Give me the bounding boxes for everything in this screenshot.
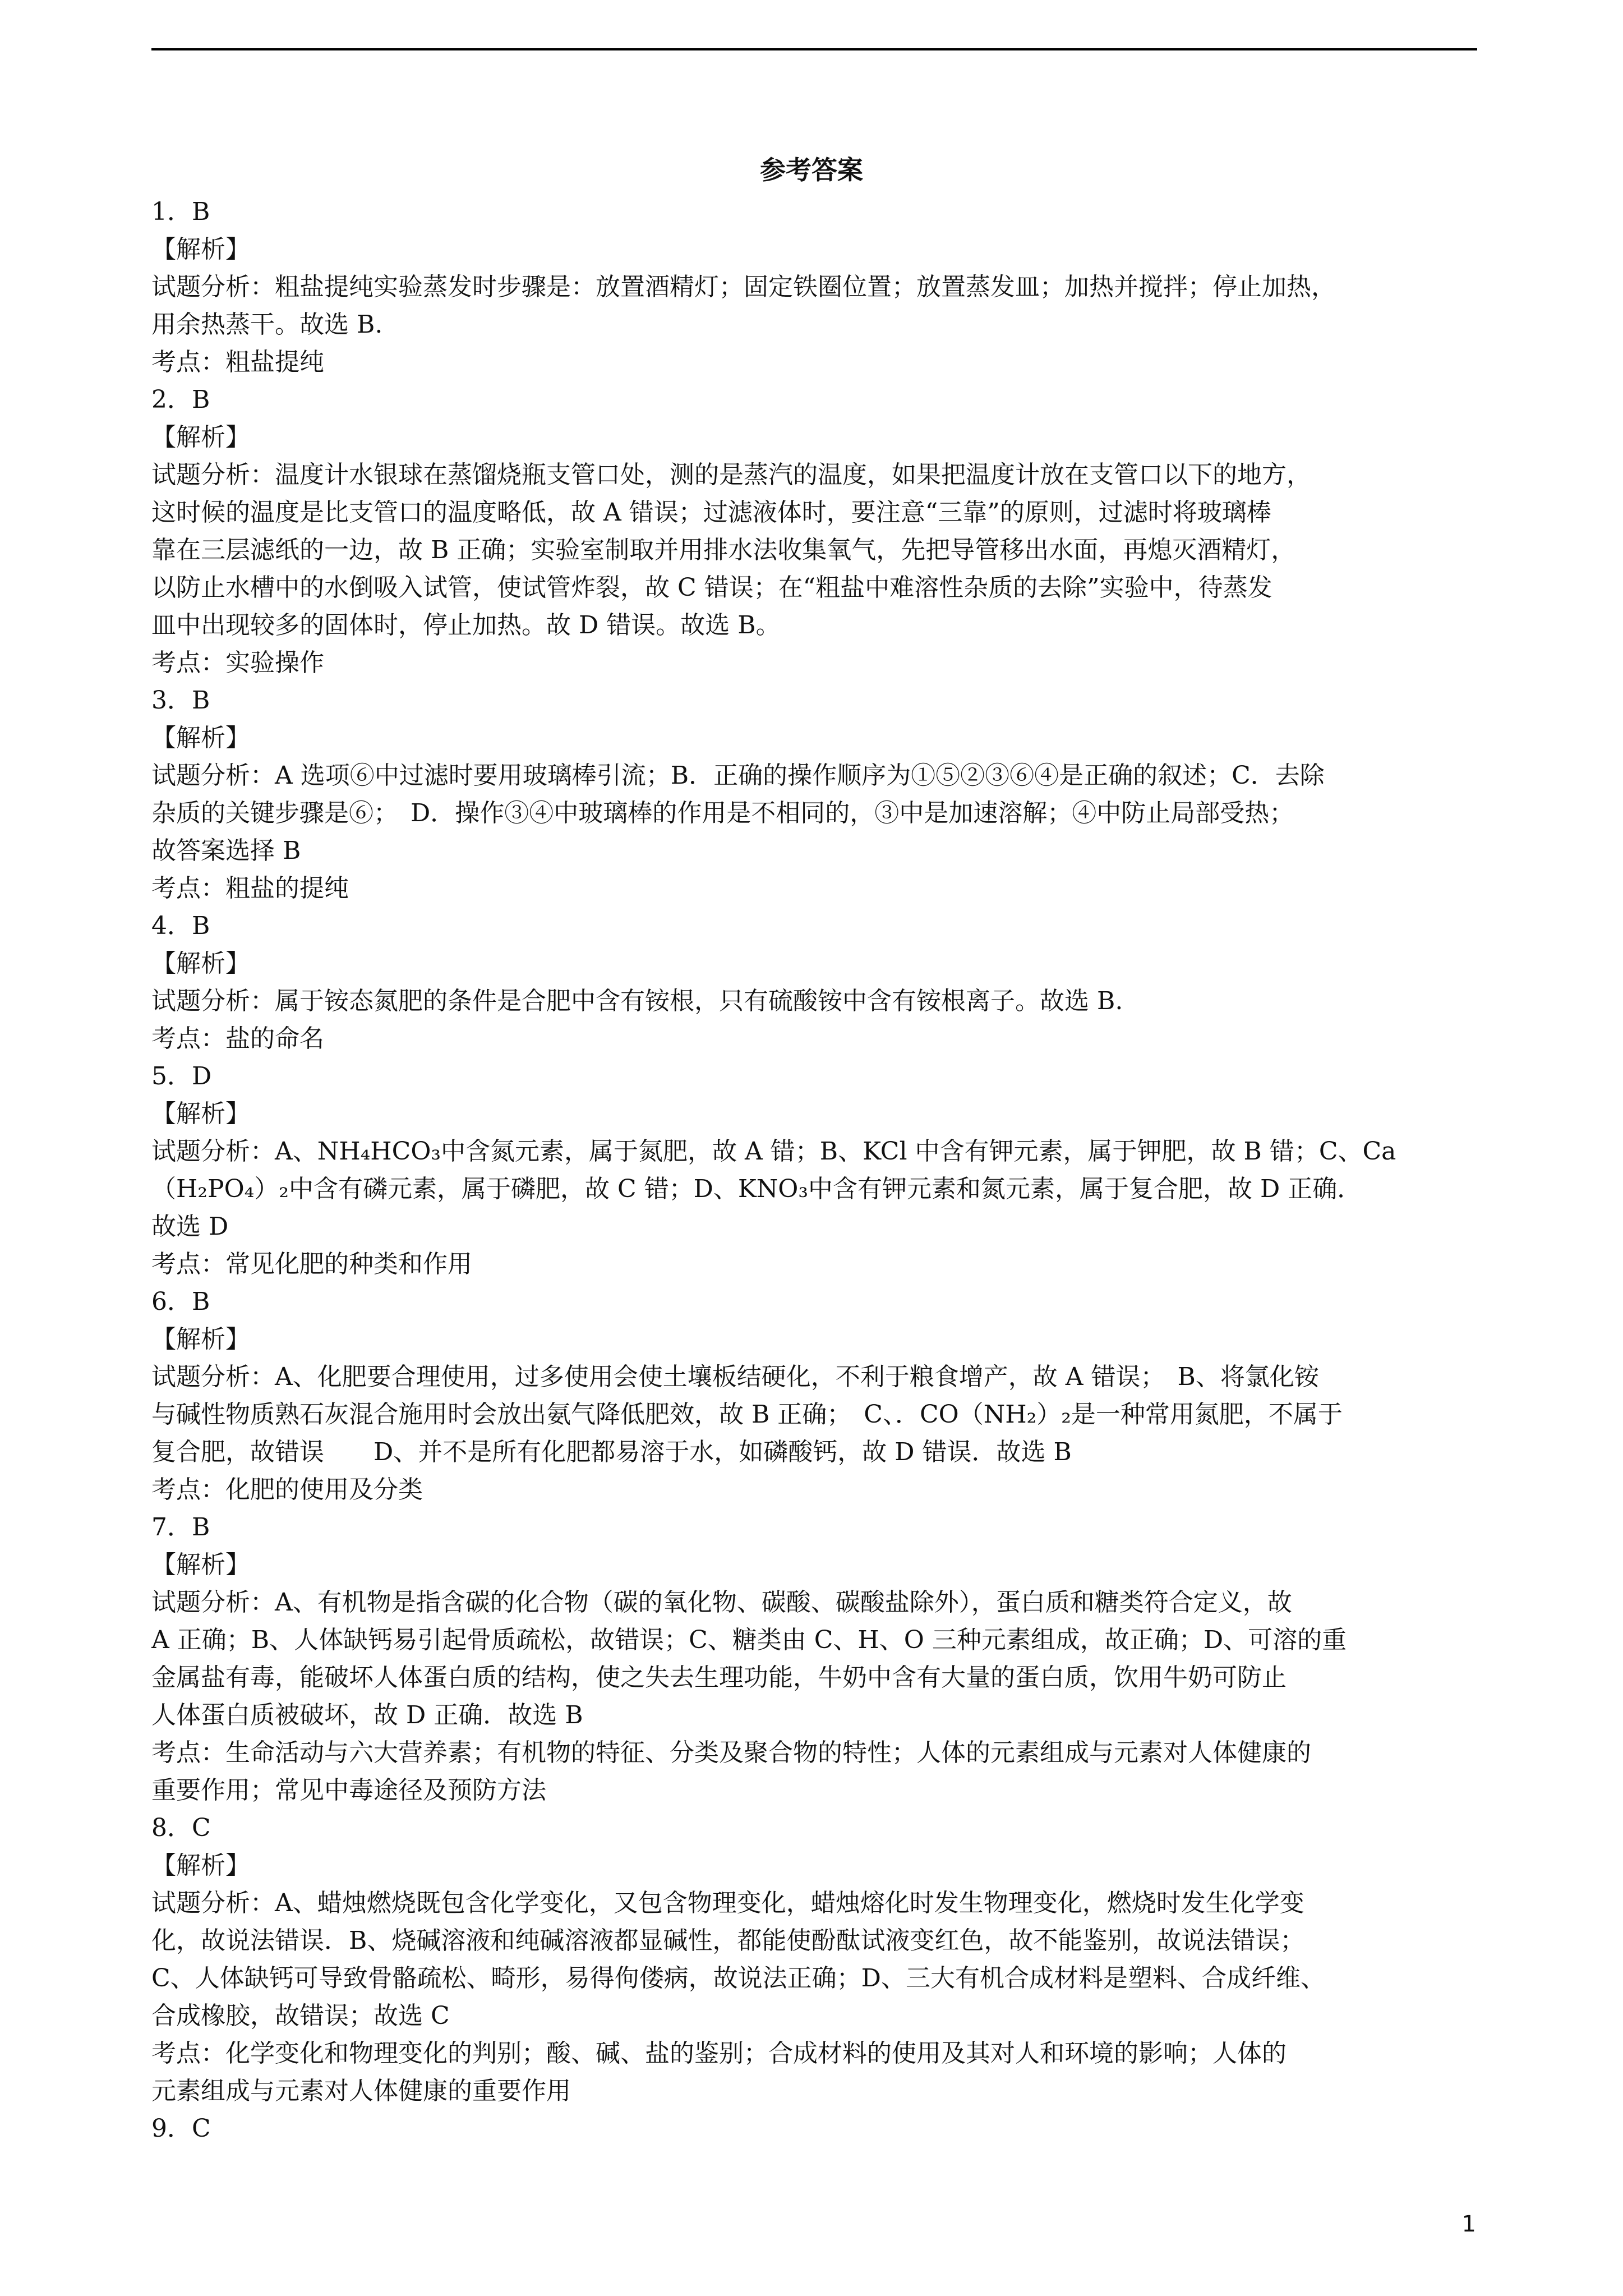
text-line: 考点：化肥的使用及分类 (151, 1475, 423, 1504)
text-line: 【解析】 (151, 1325, 250, 1354)
page-title: 参考答案 (760, 155, 863, 185)
text-line: C、人体缺钙可导致骨骼疏松、畸形，易得佝偻病，故说法正确；D、三大有机合成材料是塑料、合成纤维、 (151, 1964, 1325, 1993)
text-line: （H₂PO₄）₂中含有磷元素，属于磷肥，故 C 错；D、KNO₃中含有钾元素和氮元素，属于复合肥，故 D 正确． (151, 1175, 1362, 1203)
text-line: 靠在三层滤纸的一边，故 B 正确；实验室制取并用排水法收集氧气，先把导管移出水面，再熄灭酒精灯， (151, 536, 1296, 564)
text-line: 9．C (151, 2114, 211, 2143)
text-line: 重要作用；常见中毒途径及预防方法 (151, 1776, 546, 1805)
text-line: 【解析】 (151, 1099, 250, 1128)
text-line: 试题分析：A 选项⑥中过滤时要用玻璃棒引流；B．正确的操作顺序为①⑤②③⑥④是正确的叙述；C．去除 (151, 761, 1325, 790)
text-line: 故选 D (151, 1212, 229, 1241)
text-line: 4．B (151, 912, 210, 940)
text-line: 2．B (151, 385, 210, 414)
text-line: 【解析】 (151, 1550, 250, 1579)
text-line: 试题分析：A、蜡烛燃烧既包含化学变化，又包含物理变化，蜡烛熔化时发生物理变化，燃烧时发生化学变 (151, 1889, 1304, 1917)
text-line: 元素组成与元素对人体健康的重要作用 (151, 2077, 571, 2105)
text-line: A 正确；B、人体缺钙易引起骨质疏松，故错误；C、糖类由 C、H、O 三种元素组成，故正确；D、可溶的重 (151, 1626, 1347, 1654)
text-line: 8．C (151, 1814, 211, 1842)
text-line: 【解析】 (151, 1851, 250, 1880)
text-line: 1．B (151, 197, 210, 226)
text-line: 考点：生命活动与六大营养素；有机物的特征、分类及聚合物的特性；人体的元素组成与元素对人体健康的 (151, 1738, 1311, 1767)
text-line: 试题分析：A、NH₄HCO₃中含氮元素，属于氮肥，故 A 错；B、KCl 中含有钾元素，属于钾肥，故 B 错；C、Ca (151, 1137, 1396, 1166)
text-line: 考点：粗盐提纯 (151, 348, 324, 376)
text-line: 考点：实验操作 (151, 648, 324, 677)
text-line: 化，故说法错误．B、烧碱溶液和纯碱溶液都显碱性，都能使酚酞试液变红色，故不能鉴别，故说法错误； (151, 1926, 1305, 1955)
text-line: 【解析】 (151, 423, 250, 452)
text-line: 与碱性物质熟石灰混合施用时会放出氨气降低肥效，故 B 正确； C、．CO（NH₂）₂是一种常用氮肥，不属于 (151, 1400, 1343, 1429)
text-line: 考点：盐的命名 (151, 1024, 324, 1053)
text-line: 用余热蒸干。故选 B. (151, 310, 383, 339)
text-line: 故答案选择 B (151, 836, 301, 865)
text-line: 试题分析：属于铵态氮肥的条件是合肥中含有铵根，只有硫酸铵中含有铵根离子。故选 B. (151, 987, 1123, 1015)
text-line: 试题分析：温度计水银球在蒸馏烧瓶支管口处，测的是蒸汽的温度，如果把温度计放在支管口以下的地方， (151, 461, 1311, 489)
text-line: 考点：粗盐的提纯 (151, 874, 349, 903)
text-line: 杂质的关键步骤是⑥； D．操作③④中玻璃棒的作用是不相同的，③中是加速溶解；④中防止局部受热； (151, 799, 1294, 827)
text-line: 这时候的温度是比支管口的温度略低，故 A 错误；过滤液体时，要注意“三靠”的原则，过滤时将玻璃棒 (151, 498, 1271, 527)
text-line: 人体蛋白质被破坏，故 D 正确．故选 B (151, 1701, 583, 1729)
text-line: 试题分析：A、有机物是指含碳的化合物（碳的氧化物、碳酸、碳酸盐除外），蛋白质和糖类符合定义，故 (151, 1588, 1292, 1617)
text-line: 试题分析：粗盐提纯实验蒸发时步骤是：放置酒精灯；固定铁圈位置；放置蒸发皿；加热并搅拌；停止加热， (151, 273, 1336, 301)
text-line: 7．B (151, 1513, 210, 1542)
text-line: 合成橡胶，故错误；故选 C (151, 2001, 450, 2030)
answer-body (151, 193, 1481, 2147)
page-number: 1 (1461, 2211, 1476, 2237)
text-line: 试题分析：A、化肥要合理使用，过多使用会使土壤板结硬化，不利于粮食增产，故 A 错误； B、将氯化铵 (151, 1363, 1319, 1391)
text-line: 【解析】 (151, 949, 250, 978)
text-line: 复合肥，故错误 D、并不是所有化肥都易溶于水，如磷酸钙，故 D 错误．故选 B (151, 1438, 1072, 1466)
text-line: 【解析】 (151, 235, 250, 264)
text-line: 5．D (151, 1062, 212, 1091)
header-rule (151, 48, 1477, 50)
text-line: 【解析】 (151, 724, 250, 752)
text-line: 考点：常见化肥的种类和作用 (151, 1250, 472, 1278)
text-line: 以防止水槽中的水倒吸入试管，使试管炸裂，故 C 错误；在“粗盐中难溶性杂质的去除”实验中，待蒸发 (151, 573, 1272, 602)
text-line: 皿中出现较多的固体时，停止加热。故 D 错误。故选 B。 (151, 611, 781, 639)
text-line: 3．B (151, 686, 210, 715)
text-line: 金属盐有毒，能破坏人体蛋白质的结构，使之失去生理功能，牛奶中含有大量的蛋白质，饮用牛奶可防止 (151, 1663, 1287, 1692)
text-line: 6．B (151, 1287, 210, 1316)
text-line: 考点：化学变化和物理变化的判别；酸、碱、盐的鉴别；合成材料的使用及其对人和环境的影响；人体的 (151, 2039, 1287, 2068)
